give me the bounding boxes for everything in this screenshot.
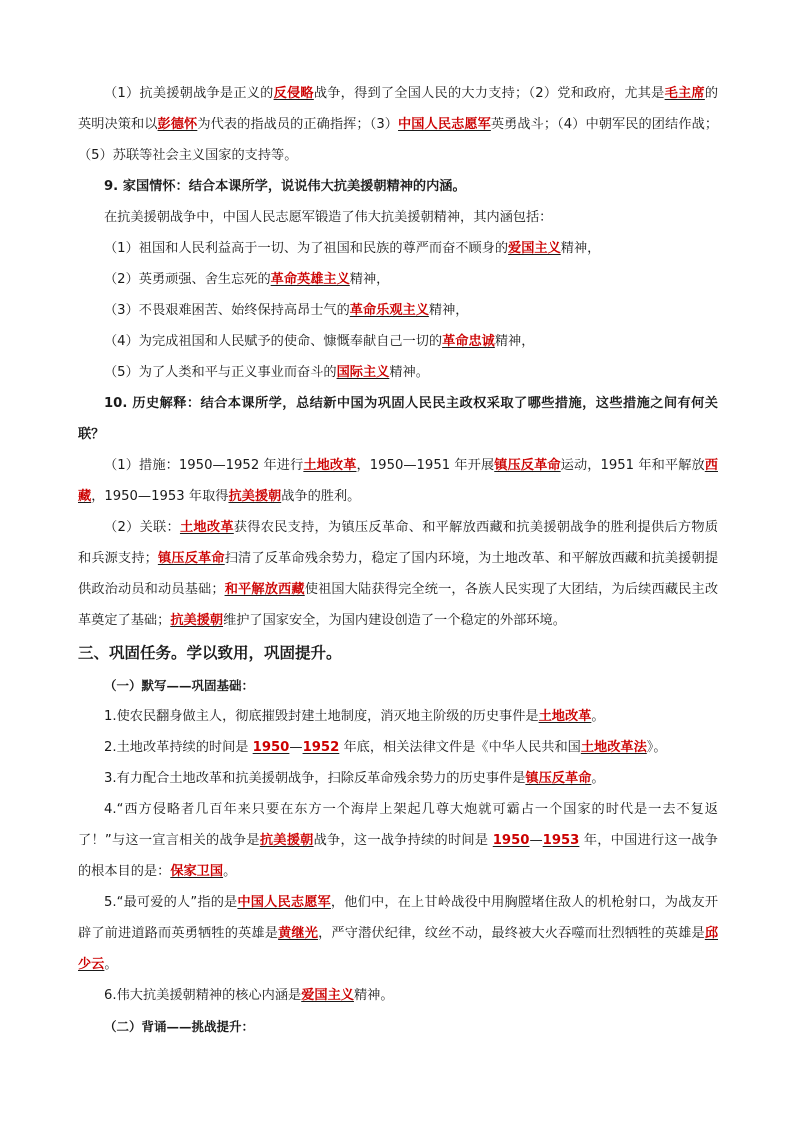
answer-highlight: 中国人民志愿军	[237, 895, 331, 910]
answer-highlight: 黄继光	[278, 926, 319, 941]
answer-highlight: 彭德怀	[157, 117, 198, 132]
text-run: （1）抗美援朝战争是正义的	[104, 86, 274, 101]
answer-highlight: 邱少云	[78, 926, 719, 972]
text-run: 精神，	[494, 334, 535, 349]
text-run: （3）不畏艰难困苦、始终保持高昂士气的	[104, 303, 350, 318]
text-run: 获得农民支持，为镇压反革命、和平解放西藏和抗美援朝战争的胜利提供后方物质和兵源支持；	[78, 520, 719, 566]
answer-highlight: 抗美援朝	[170, 613, 224, 628]
answer-9-item	[78, 264, 718, 295]
fill-item-5	[78, 887, 718, 980]
answer-9-item	[78, 357, 718, 388]
text-run: 维护了国家安全，为国内建设创造了一个稳定的外部环境。	[223, 613, 566, 628]
text-run: 在抗美援朝战争中，中国人民志愿军锻造了伟大抗美援朝精神，其内涵包括：	[104, 210, 553, 225]
text-run: 6.伟大抗美援朝精神的核心内涵是	[104, 988, 302, 1003]
text-run: （4）为完成祖国和人民赋予的使命、慷慨奉献自己一切的	[104, 334, 443, 349]
subsection-title-2	[78, 1011, 718, 1042]
answer-highlight: 爱国主义	[508, 241, 561, 256]
text-run: 精神。	[353, 988, 394, 1003]
text-run: 2.土地改革持续的时间是	[104, 740, 253, 755]
text-run: （2）英勇顽强、舍生忘死的	[104, 272, 271, 287]
text-run: ，他们中，在上甘岭战役中用胸膛堵住敌人的机枪射口，为战友开辟了前进道路而英勇牺牲的英雄是	[78, 895, 719, 941]
text-run: 精神。	[389, 365, 429, 380]
answer-highlight: 反侵略	[273, 86, 314, 101]
answer-highlight: 镇压反革命	[525, 771, 592, 786]
text-run: ，严守潜伏纪律，纹丝不动，最终被大火吞噬而壮烈牺牲的英雄是	[318, 926, 705, 941]
answer-highlight: 土地改革法	[580, 740, 647, 755]
answer-8-text	[78, 78, 718, 171]
text-run: 运动，1951 年和平解放	[560, 458, 705, 473]
answer-highlight: 镇压反革命	[494, 458, 561, 473]
question-9	[78, 171, 718, 202]
text-run: ，1950—1951 年开展	[356, 458, 495, 473]
answer-9-item	[78, 233, 718, 264]
text-run: 10. 历史解释：结合本课所学，总结新中国为巩固人民民主政权采取了哪些措施，这些措施之间有何关联？	[78, 396, 718, 442]
answer-highlight: 土地改革	[538, 709, 592, 724]
subsection-title-1	[78, 670, 718, 701]
text-run: ，1950—1953 年取得	[91, 489, 229, 504]
text-run: 》。	[646, 740, 667, 755]
text-run: 精神，	[349, 272, 390, 287]
answer-highlight: 国际主义	[336, 365, 390, 380]
answer-highlight: 抗美援朝	[228, 489, 282, 504]
answer-highlight: 1953	[542, 833, 580, 848]
text-run: 为代表的指战员的正确指挥；（3）	[197, 117, 399, 132]
text-run: （1）措施：1950—1952 年进行	[104, 458, 304, 473]
answer-highlight: 保家卫国	[170, 864, 224, 879]
answer-highlight: 和平解放西藏	[224, 582, 305, 597]
text-run: 战争，得到了全国人民的大力支持；（2）党和政府，尤其是	[313, 86, 665, 101]
text-run: （1）祖国和人民利益高于一切、为了祖国和民族的尊严而奋不顾身的	[104, 241, 509, 256]
answer-highlight: 西藏	[78, 458, 718, 504]
answer-highlight: 抗美援朝	[259, 833, 314, 848]
answer-highlight: 1950	[252, 740, 290, 755]
fill-item-4	[78, 794, 718, 887]
answer-highlight: 毛主席	[664, 86, 705, 101]
answer-highlight: 中国人民志愿军	[398, 117, 491, 132]
text-run: 精神，	[428, 303, 469, 318]
text-run: 3.有力配合土地改革和抗美援朝战争，扫除反革命残余势力的历史事件是	[104, 771, 526, 786]
text-run: 扫清了反革命残余势力，稳定了国内环境，为土地改革、和平解放西藏和抗美援朝提供政治动员和动员基础；	[78, 551, 719, 597]
text-run: 。	[591, 771, 605, 786]
answer-highlight: 革命忠诚	[442, 334, 495, 349]
text-run: 精神，	[560, 241, 601, 256]
answer-highlight: 爱国主义	[301, 988, 354, 1003]
answer-highlight: 土地改革	[179, 520, 234, 535]
question-10	[78, 388, 718, 450]
fill-item-6	[78, 980, 718, 1011]
text-run: 。	[104, 957, 118, 972]
text-run: 战争，这一战争持续的时间是	[313, 833, 493, 848]
answer-highlight: 土地改革	[303, 458, 357, 473]
answer-9-item	[78, 295, 718, 326]
text-run: 英勇战斗；（4）中朝军民的团结作战；（5）苏联等社会主义国家的支持等。	[78, 117, 719, 163]
answer-9-item	[78, 326, 718, 357]
text-run: （一）默写——巩固基础：	[104, 678, 255, 693]
text-run: 9. 家国情怀：结合本课所学，说说伟大抗美援朝精神的内涵。	[104, 179, 466, 194]
text-run: 年底，相关法律文件是《中华人民共和国	[339, 740, 581, 755]
text-run: （二）背诵——挑战提升：	[104, 1019, 255, 1034]
text-run: 使祖国大陆获得完全统一，各族人民实现了大团结，为后续西藏民主改革奠定了基础；	[78, 582, 719, 628]
text-run: 。	[591, 709, 605, 724]
answer-highlight: 1952	[302, 740, 340, 755]
text-run: —	[529, 833, 543, 848]
text-run: 战争的胜利。	[281, 489, 361, 504]
worksheet-page	[78, 78, 718, 1042]
text-run: 三、巩固任务。学以致用，巩固提升。	[78, 644, 342, 662]
text-run: 5.“最可爱的人”指的是	[104, 895, 238, 910]
answer-9-intro	[78, 202, 718, 233]
fill-item-3	[78, 763, 718, 794]
section-title-3	[78, 636, 718, 670]
text-run: （5）为了人类和平与正义事业而奋斗的	[104, 365, 337, 380]
answer-highlight: 镇压反革命	[157, 551, 225, 566]
fill-item-2	[78, 732, 718, 763]
answer-highlight: 革命乐观主义	[349, 303, 429, 318]
answer-highlight: 1950	[492, 833, 530, 848]
fill-item-1	[78, 701, 718, 732]
text-run: 。	[223, 864, 237, 879]
text-run: （2）关联：	[104, 520, 180, 535]
answer-10-relation	[78, 512, 718, 636]
text-run: 4.“西方侵略者几百年来只要在东方一个海岸上架起几尊大炮就可霸占一个国家的时代是一去不复返了！”与这一宣言相关的战争是	[78, 802, 718, 848]
answer-highlight: 革命英雄主义	[270, 272, 350, 287]
text-run: 1.使农民翻身做主人，彻底摧毁封建土地制度，消灭地主阶级的历史事件是	[104, 709, 539, 724]
text-run: 的英明决策和以	[78, 86, 719, 132]
text-run: 年，中国进行这一战争的根本目的是：	[78, 833, 718, 879]
text-run: —	[289, 740, 303, 755]
answer-10-measures	[78, 450, 718, 512]
